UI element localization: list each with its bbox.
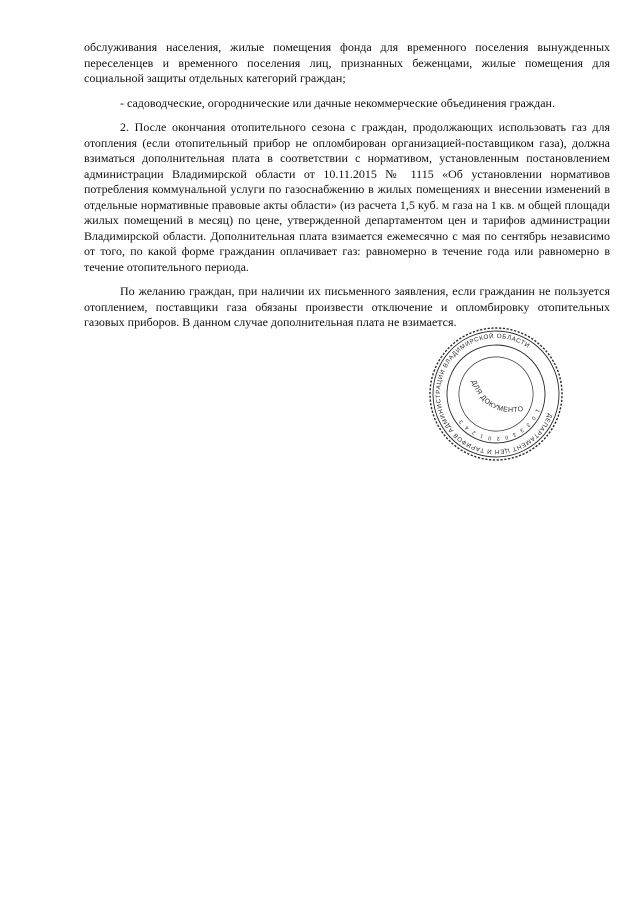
continuation-paragraph: обслуживания населения, жилые помещения фонда для временного поселения вынужденных переселенцев и временного поселения лиц, признанных беженцами, жилые помещения для социальной защиты отдельных категорий граждан; [84, 40, 610, 85]
official-seal [428, 326, 564, 462]
paragraph-2: 2. После окончания отопительного сезона с граждан, продолжающих использовать газ для отопления (если отопительный прибор не опломбирован организацией-поставщиком газа), должна взиматься дополнительная плата в соответствии с нормативом, установленным постановлением администрации Владимирской области от 10.11.2015 № 1115 «Об установлении нормативов потребления коммунальной услуги по газоснабжению в жилых помещениях и внесении изменений в отдельные нормативные правовые акты области» (из расчета 1,5 куб. м газа на 1 кв. м общей площади жилых помещений в месяц) по цене, утвержденной департаментом цен и тарифов администрации Владимирской области. Дополнительная плата взимается ежемесячно с мая по сентябрь независимо от того, по какой форме гражданин оплачивает газ: равномерно в течение года или равномерно в течение отопительного периода. [84, 120, 610, 274]
seal-inner-ring-text: 1 0 3 3 3 0 2 0 1 2 4 3 [457, 407, 541, 442]
seal-center-text: ДЛЯ ДОКУМЕНТОВ [469, 379, 525, 415]
paragraph-3: По желанию граждан, при наличии их письменного заявления, если гражданин не пользуется отоплением, поставщики газа обязаны произвести отключение и опломбировку отопительных газовых приборов. В данном случае дополнительная плата не взимается. [84, 284, 610, 329]
seal-rings [428, 326, 564, 462]
seal-ring-text: ДЕПАРТАМЕНТ ЦЕН И ТАРИФОВ АДМИНИСТРАЦИИ ВЛАДИМИРСКОЙ ОБЛАСТИ [434, 332, 554, 456]
document-body [84, 40, 610, 331]
list-item-garden-associations: - садоводческие, огороднические или дачные некоммерческие объединения граждан. [120, 95, 555, 110]
